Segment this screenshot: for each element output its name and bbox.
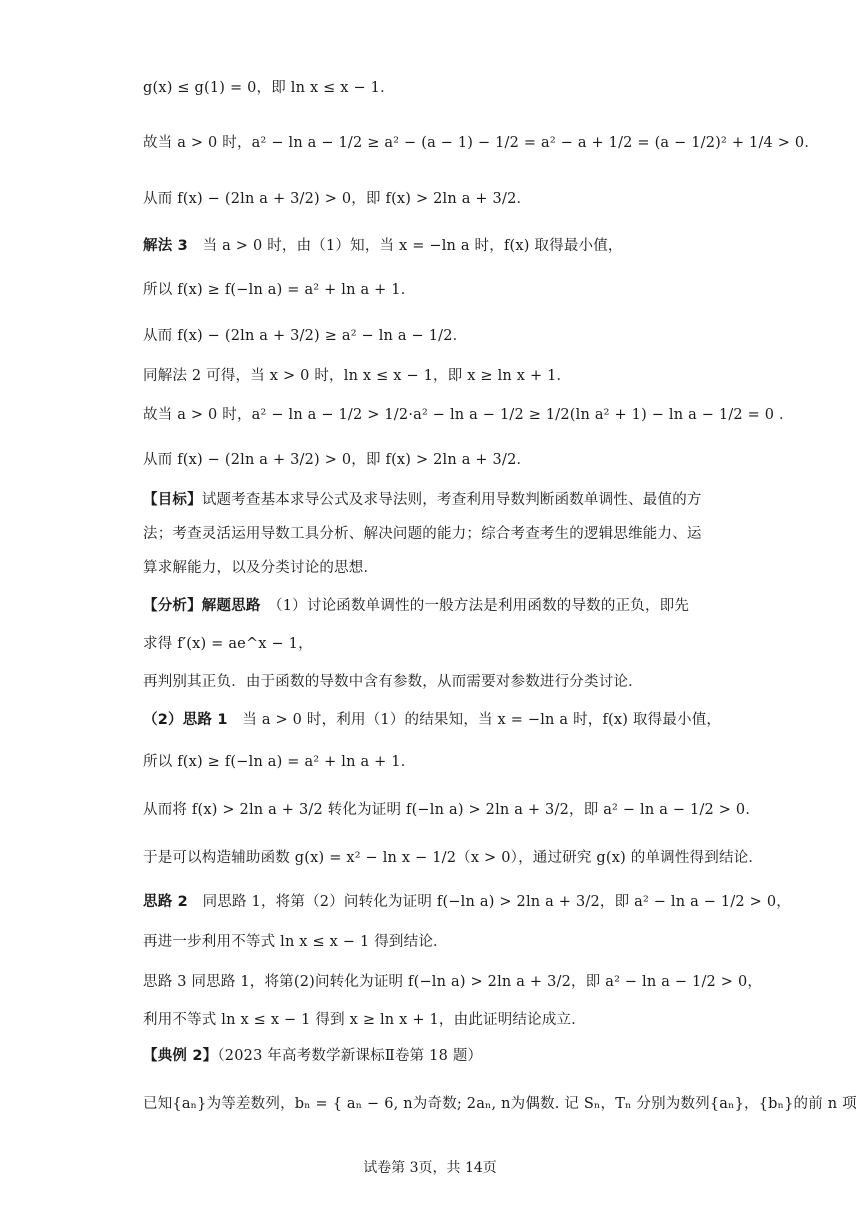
heading-label: 【目标】 xyxy=(143,492,202,508)
heading-label: 思路 2 xyxy=(143,894,188,910)
text-line: （2）思路 1 当 a > 0 时，利用（1）的结果知，当 x = −ln a 时，f(x) 取得最小值， xyxy=(143,712,722,728)
text-line: 【分析】解题思路 （1）讨论函数单调性的一般方法是利用函数的导数的正负，即先 xyxy=(143,598,690,614)
text-line: 故当 a > 0 时，a² − ln a − 1/2 > 1/2·a² − ln a − 1/2 ≥ 1/2(ln a² + 1) − ln a − 1/2 = 0 ． xyxy=(143,407,794,423)
text-line: 利用不等式 ln x ≤ x − 1 得到 x ≥ ln x + 1，由此证明结论成立． xyxy=(143,1012,586,1028)
text-line: g(x) ≤ g(1) = 0，即 ln x ≤ x − 1． xyxy=(143,80,395,96)
text-line: 已知{aₙ}为等差数列，bₙ = { aₙ − 6, n为奇数; 2aₙ, n为偶数. 记 Sₙ，Tₙ 分别为数列{aₙ}，{bₙ}的前 n 项 xyxy=(143,1096,857,1112)
text-line: 思路 2 同思路 1，将第（2）问转化为证明 f(−ln a) > 2ln a + 3/2，即 a² − ln a − 1/2 > 0， xyxy=(143,894,791,910)
text-line: 再进一步利用不等式 ln x ≤ x − 1 得到结论． xyxy=(143,934,448,950)
text-line: 从而 f(x) − (2ln a + 3/2) > 0，即 f(x) > 2ln a + 3/2． xyxy=(143,452,532,468)
text-line: 从而将 f(x) > 2ln a + 3/2 转化为证明 f(−ln a) > 2ln a + 3/2，即 a² − ln a − 1/2 > 0． xyxy=(143,802,761,818)
text-line: 求得 f′(x) = ae^x − 1， xyxy=(143,636,313,652)
text-line: 故当 a > 0 时，a² − ln a − 1/2 ≥ a² − (a − 1) − 1/2 = a² − a + 1/2 = (a − 1/2)² + 1/4 > 0． xyxy=(143,135,820,151)
text-line: 【典例 2】（2023 年高考数学新课标Ⅱ卷第 18 题） xyxy=(143,1048,483,1064)
heading-label: 【典例 2】 xyxy=(143,1048,218,1064)
text-line: 同解法 2 可得，当 x > 0 时，ln x ≤ x − 1，即 x ≥ ln x + 1． xyxy=(143,368,572,384)
text-line: 于是可以构造辅助函数 g(x) = x² − ln x − 1/2（x > 0），通过研究 g(x) 的单调性得到结论． xyxy=(143,850,764,866)
heading-label: 【分析】解题思路 xyxy=(143,598,261,614)
page-footer: 试卷第 3页，共 14页 xyxy=(363,1160,497,1176)
text-line: 法；考查灵活运用导数工具分析、解决问题的能力；综合考查考生的逻辑思维能力、运 xyxy=(143,526,702,542)
text-line: 算求解能力，以及分类讨论的思想． xyxy=(143,560,379,576)
heading-label: 解法 3 xyxy=(143,238,188,254)
text-line: 所以 f(x) ≥ f(−ln a) = a² + ln a + 1． xyxy=(143,282,416,298)
text-line: 从而 f(x) − (2ln a + 3/2) > 0，即 f(x) > 2ln a + 3/2． xyxy=(143,191,532,207)
text-line: 解法 3 当 a > 0 时，由（1）知，当 x = −ln a 时，f(x) 取得最小值， xyxy=(143,238,623,254)
text-line: 【目标】试题考查基本求导公式及求导法则，考查利用导数判断函数单调性、最值的方 xyxy=(143,492,702,508)
heading-label: （2）思路 1 xyxy=(143,712,228,728)
text-line: 所以 f(x) ≥ f(−ln a) = a² + ln a + 1． xyxy=(143,754,416,770)
text-line: 再判别其正负．由于函数的导数中含有参数，从而需要对参数进行分类讨论． xyxy=(143,674,643,690)
text-line: 从而 f(x) − (2ln a + 3/2) ≥ a² − ln a − 1/2． xyxy=(143,328,468,344)
text-line: 思路 3 同思路 1，将第(2)问转化为证明 f(−ln a) > 2ln a + 3/2，即 a² − ln a − 1/2 > 0， xyxy=(143,974,763,990)
